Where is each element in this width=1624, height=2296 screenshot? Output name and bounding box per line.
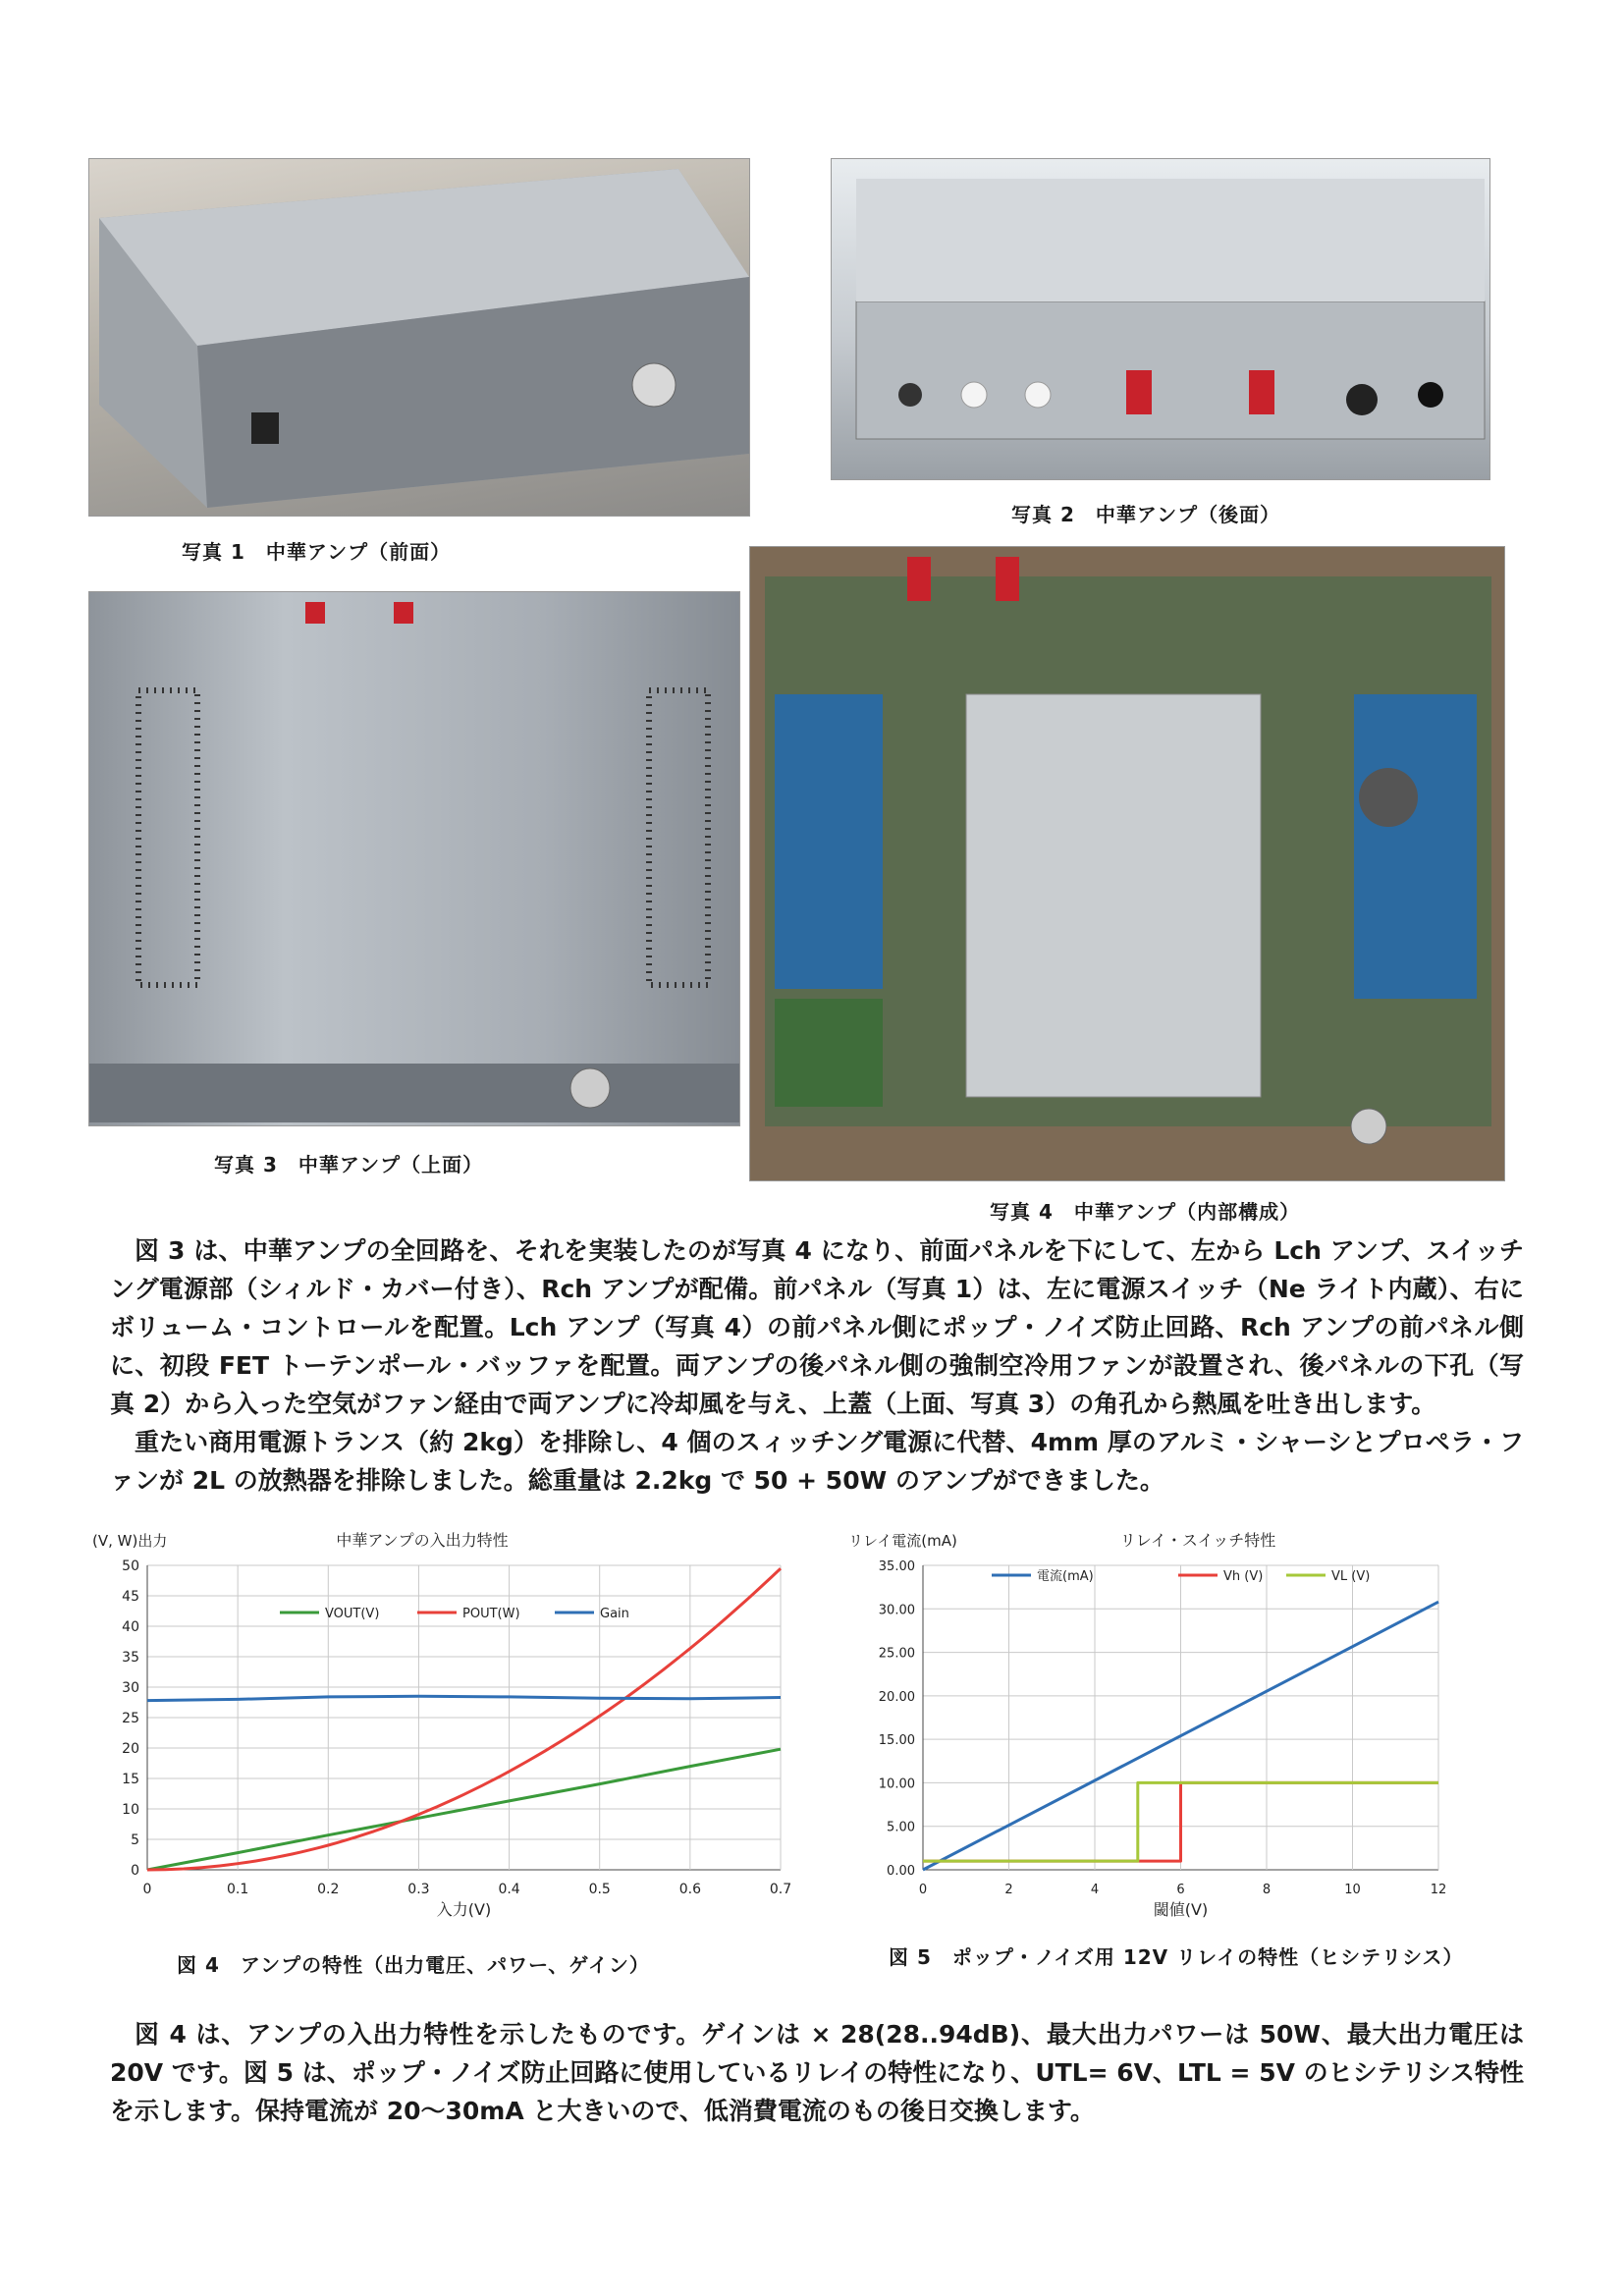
y-tick-label: 30.00 [878, 1603, 915, 1618]
x-tick-label: 10 [1344, 1883, 1361, 1897]
y-tick-label: 45 [122, 1589, 139, 1605]
x-axis-label: 閾値(V) [1153, 1900, 1209, 1919]
x-tick-label: 0 [142, 1882, 152, 1897]
photo-front-amp [88, 158, 750, 517]
x-tick-label: 0.3 [407, 1882, 430, 1897]
io-characteristics-chart [88, 1524, 795, 1937]
body-text-2 [110, 2015, 1524, 2130]
y-axis-label: (V, W)出力 [92, 1532, 168, 1550]
caption-photo4: 写真 4 中華アンプ（内部構成） [990, 1200, 1301, 1224]
y-tick-label: 35.00 [878, 1559, 915, 1574]
x-tick-label: 0.4 [498, 1882, 520, 1897]
amp-internal-image [750, 547, 1504, 1180]
legend-label: 電流(mA) [1037, 1569, 1094, 1584]
x-tick-label: 0.1 [227, 1882, 249, 1897]
caption-photo2: 写真 2 中華アンプ（後面） [1011, 503, 1281, 526]
y-tick-label: 15.00 [878, 1733, 915, 1749]
x-tick-label: 0.2 [317, 1882, 340, 1897]
y-tick-label: 5 [131, 1832, 139, 1848]
amp-rear-image [832, 159, 1489, 479]
legend-label: VL (V) [1331, 1569, 1371, 1584]
amp-top-image [89, 592, 739, 1125]
photo-internal-amp [749, 546, 1505, 1181]
x-tick-label: 0.5 [588, 1882, 611, 1897]
y-tick-label: 30 [122, 1680, 139, 1696]
x-tick-label: 12 [1430, 1883, 1447, 1897]
y-tick-label: 10 [122, 1802, 139, 1818]
x-tick-label: 0 [918, 1883, 928, 1897]
x-tick-label: 4 [1090, 1883, 1100, 1897]
series-line [147, 1696, 781, 1700]
legend-label: POUT(W) [462, 1607, 520, 1621]
y-tick-label: 5.00 [887, 1820, 915, 1835]
x-tick-label: 2 [1004, 1883, 1013, 1897]
y-tick-label: 20 [122, 1741, 139, 1757]
chart-title: リレイ・スイッチ特性 [1119, 1531, 1276, 1550]
y-tick-label: 40 [122, 1619, 139, 1635]
relay-switch-chart [844, 1524, 1453, 1937]
y-tick-label: 0.00 [887, 1864, 915, 1879]
y-tick-label: 25 [122, 1711, 139, 1726]
legend-label: Gain [600, 1607, 629, 1621]
series-line [147, 1749, 781, 1870]
caption-fig5: 図 5 ポップ・ノイズ用 12V リレイの特性（ヒシテリシス） [889, 1945, 1464, 1969]
paragraph-3: 図 4 は、アンプの入出力特性を示したものです。ゲインは × 28(28..94dB)、最大出力パワーは 50W、最大出力電圧は 20V です。図 5 は、ポップ・ノイズ防止回路に使用しているリレイの特性になり、UTL= 6V、LTL = 5V のヒシテリシス特性を示します。保持電流が 20〜30mA と大きいので、低消費電流のもの後日交換します。 [110, 2020, 1524, 2125]
legend-label: VOUT(V) [325, 1607, 380, 1621]
x-tick-label: 6 [1176, 1883, 1185, 1897]
caption-photo1: 写真 1 中華アンプ（前面） [182, 540, 452, 564]
y-tick-label: 20.00 [878, 1689, 915, 1705]
x-tick-label: 0.7 [769, 1882, 792, 1897]
paragraph-1: 図 3 は、中華アンプの全回路を、それを実装したのが写真 4 になり、前面パネルを下にして、左から Lch アンプ、スイッチング電源部（シィルド・カバー付き）、Rch アンプが配備。前パネル（写真 1）は、左に電源スイッチ（Ne ライト内蔵）、右にボリューム・コントロールを配置。Lch アンプ（写真 4）の前パネル側にポップ・ノイズ防止回路、Rch アンプの前パネル側に、初段 FET トーテンポール・バッファを配置。両アンプの後パネル側の強制空冷用ファンが設置され、後パネルの下孔（写真 2）から入った空気がファン経由で両アンプに冷却風を与え、上蓋（上面、写真 3）の角孔から熱風を吐き出します。 [110, 1236, 1524, 1418]
paragraph-2: 重たい商用電源トランス（約 2kg）を排除し、4 個のスィッチング電源に代替、4mm 厚のアルミ・シャーシとプロペラ・ファンが 2L の放熱器を排除しました。総重量は 2.2kg で 50 + 50W のアンプができました。 [110, 1428, 1524, 1495]
caption-photo3: 写真 3 中華アンプ（上面） [214, 1153, 484, 1176]
y-axis-label: リレイ電流(mA) [848, 1532, 957, 1550]
x-tick-label: 8 [1262, 1883, 1272, 1897]
y-tick-label: 10.00 [878, 1777, 915, 1792]
body-text-1 [110, 1231, 1524, 1500]
amp-front-image [89, 159, 749, 516]
y-tick-label: 0 [131, 1863, 139, 1879]
y-tick-label: 35 [122, 1650, 139, 1666]
caption-fig4: 図 4 アンプの特性（出力電圧、パワー、ゲイン） [177, 1953, 650, 1977]
legend-label: Vh (V) [1223, 1569, 1264, 1584]
chart-title: 中華アンプの入出力特性 [336, 1531, 509, 1550]
series-line [923, 1782, 1438, 1861]
y-tick-label: 25.00 [878, 1646, 915, 1662]
photo-top-amp [88, 591, 740, 1126]
y-tick-label: 50 [122, 1558, 139, 1574]
x-axis-label: 入力(V) [436, 1900, 492, 1919]
photo-rear-amp [831, 158, 1490, 480]
x-tick-label: 0.6 [678, 1882, 701, 1897]
y-tick-label: 15 [122, 1772, 139, 1787]
